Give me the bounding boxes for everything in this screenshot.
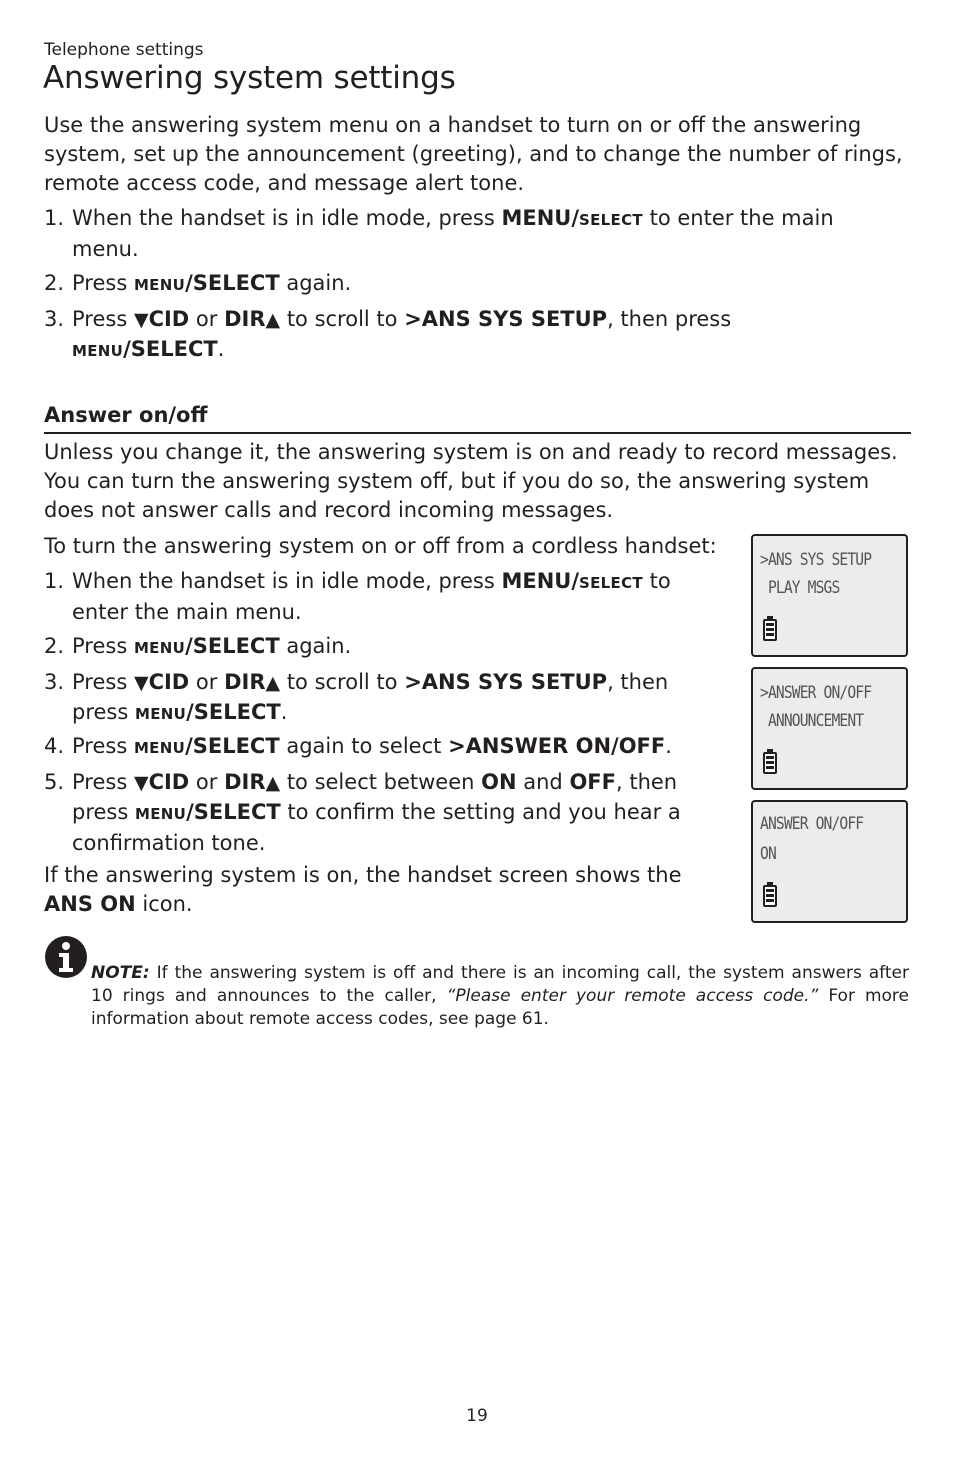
key-label-smallcaps: MENU <box>72 342 124 360</box>
option-off: OFF <box>569 770 616 794</box>
key-label: /SELECT <box>123 337 218 361</box>
screen-line-2: ANNOUNCEMENT <box>760 711 864 731</box>
step-text: Press <box>72 770 134 794</box>
step-text: Press <box>72 271 134 295</box>
up-arrow-icon: ▲ <box>265 772 281 794</box>
key-label: CID <box>148 670 190 694</box>
handset-screen-1 <box>751 534 908 657</box>
battery-icon <box>763 752 777 774</box>
step-text: , then press <box>72 770 678 824</box>
key-label-smallcaps: SELECT <box>579 211 643 229</box>
step-number: 1. <box>44 569 65 593</box>
screen-line-1: >ANS SYS SETUP <box>760 550 872 570</box>
key-label-smallcaps: MENU <box>134 705 187 723</box>
step-text: to select between <box>280 770 482 794</box>
step-text: When the handset is in idle mode, press <box>72 206 502 230</box>
key-label: DIR <box>224 307 266 331</box>
key-label: DIR <box>224 670 266 694</box>
key-label-smallcaps: SELECT <box>579 574 643 592</box>
intro-step-2 <box>44 269 904 300</box>
step-number: 1. <box>44 206 65 230</box>
answer-step-4 <box>44 732 724 763</box>
battery-icon <box>763 885 777 907</box>
step-text: to enter the main menu. <box>72 569 671 624</box>
down-arrow-icon: ▼ <box>133 309 149 331</box>
step-text: or <box>189 770 225 794</box>
key-label: DIR <box>224 770 266 794</box>
step-text: again. <box>279 634 352 658</box>
step-number: 2. <box>44 271 65 295</box>
intro-step-3 <box>44 305 804 366</box>
key-label-smallcaps: MENU <box>133 276 186 294</box>
step-text: . <box>665 734 672 758</box>
step-text: again. <box>279 271 352 295</box>
page-number: 19 <box>466 1406 488 1426</box>
screen-line-2: PLAY MSGS <box>760 578 840 598</box>
step-text: Press <box>72 634 134 658</box>
step-text: . <box>280 700 288 724</box>
key-label: /SELECT <box>185 271 280 295</box>
answer-paragraph-3 <box>44 861 714 919</box>
handset-screen-2 <box>751 667 908 790</box>
battery-icon <box>763 619 777 641</box>
section-divider <box>44 432 911 434</box>
down-arrow-icon: ▼ <box>133 772 149 794</box>
subheading-answer-onoff: Answer on/off <box>44 403 208 427</box>
answer-step-3 <box>44 668 714 729</box>
key-label: MENU/ <box>501 206 580 230</box>
step-number: 2. <box>44 634 65 658</box>
down-arrow-icon: ▼ <box>133 672 149 694</box>
step-number: 4. <box>44 734 65 758</box>
answer-step-5 <box>44 768 724 858</box>
handset-screen-3 <box>751 800 908 923</box>
screen-line-1: >ANSWER ON/OFF <box>760 683 872 703</box>
screen-line-2: ON <box>760 844 776 864</box>
step-text: Press <box>72 734 134 758</box>
step-text: to confirm the setting and you hear a confirmation tone. <box>72 800 681 855</box>
step-text: to scroll to <box>280 670 405 694</box>
section-label: Telephone settings <box>44 40 204 60</box>
step-text: or <box>189 307 225 331</box>
step-text: . <box>217 337 225 361</box>
step-number: 3. <box>44 670 65 694</box>
step-text: again to select <box>279 734 449 758</box>
key-label-smallcaps: MENU <box>134 805 187 823</box>
step-text: and <box>516 770 570 794</box>
ans-on-label: ANS ON <box>44 892 136 916</box>
key-label: MENU/ <box>501 569 580 593</box>
step-text: to scroll to <box>280 307 405 331</box>
note-quote: “Please enter your remote access code.” <box>446 986 819 1006</box>
answer-paragraph-1: Unless you change it, the answering system is on and ready to record messages. You can turn the answering system off, but if you do so, the answering system does not answer calls and record incoming messages. <box>44 440 898 522</box>
menu-target: >ANS SYS SETUP <box>404 307 608 331</box>
note-body: If the answering system is off and there is an incoming call, the system answers after 10 rings and announces to the caller, <box>91 963 909 1006</box>
note-label: NOTE: <box>91 963 150 983</box>
step-text: or <box>189 670 225 694</box>
answer-step-2 <box>44 632 704 663</box>
key-label: /SELECT <box>186 700 281 724</box>
paragraph-text: If the answering system is on, the handset screen shows the <box>44 863 682 887</box>
step-text: Press <box>72 307 134 331</box>
note-text <box>91 962 909 1031</box>
intro-paragraph: Use the answering system menu on a handset to turn on or off the answering system, set up the announcement (greeting), and to change the number of rings, remote access code, and message alert tone. <box>44 113 903 195</box>
option-on: ON <box>481 770 517 794</box>
up-arrow-icon: ▲ <box>265 309 281 331</box>
step-text: , then press <box>607 307 732 331</box>
up-arrow-icon: ▲ <box>265 672 281 694</box>
step-text: to enter the main menu. <box>72 206 834 261</box>
note-body: For more information about remote access codes, see page 61. <box>91 986 910 1029</box>
step-number: 5. <box>44 770 65 794</box>
key-label-smallcaps: MENU <box>133 739 186 757</box>
answer-paragraph-2: To turn the answering system on or off from a cordless handset: <box>44 534 717 558</box>
key-label: CID <box>148 770 190 794</box>
info-icon <box>44 935 88 979</box>
step-text: Press <box>72 670 134 694</box>
page-title: Answering system settings <box>43 60 456 96</box>
step-number: 3. <box>44 307 65 331</box>
key-label-smallcaps: MENU <box>133 639 186 657</box>
intro-step-1 <box>44 204 904 264</box>
answer-step-1 <box>44 567 704 627</box>
key-label: /SELECT <box>185 734 280 758</box>
step-text: When the handset is in idle mode, press <box>72 569 502 593</box>
paragraph-text: icon. <box>135 892 193 916</box>
menu-target: >ANS SYS SETUP <box>404 670 608 694</box>
key-label: CID <box>148 307 190 331</box>
key-label: /SELECT <box>186 800 281 824</box>
menu-target: >ANSWER ON/OFF <box>448 734 666 758</box>
step-text: , then press <box>72 670 669 724</box>
screen-line-1: ANSWER ON/OFF <box>760 814 864 834</box>
key-label: /SELECT <box>185 634 280 658</box>
